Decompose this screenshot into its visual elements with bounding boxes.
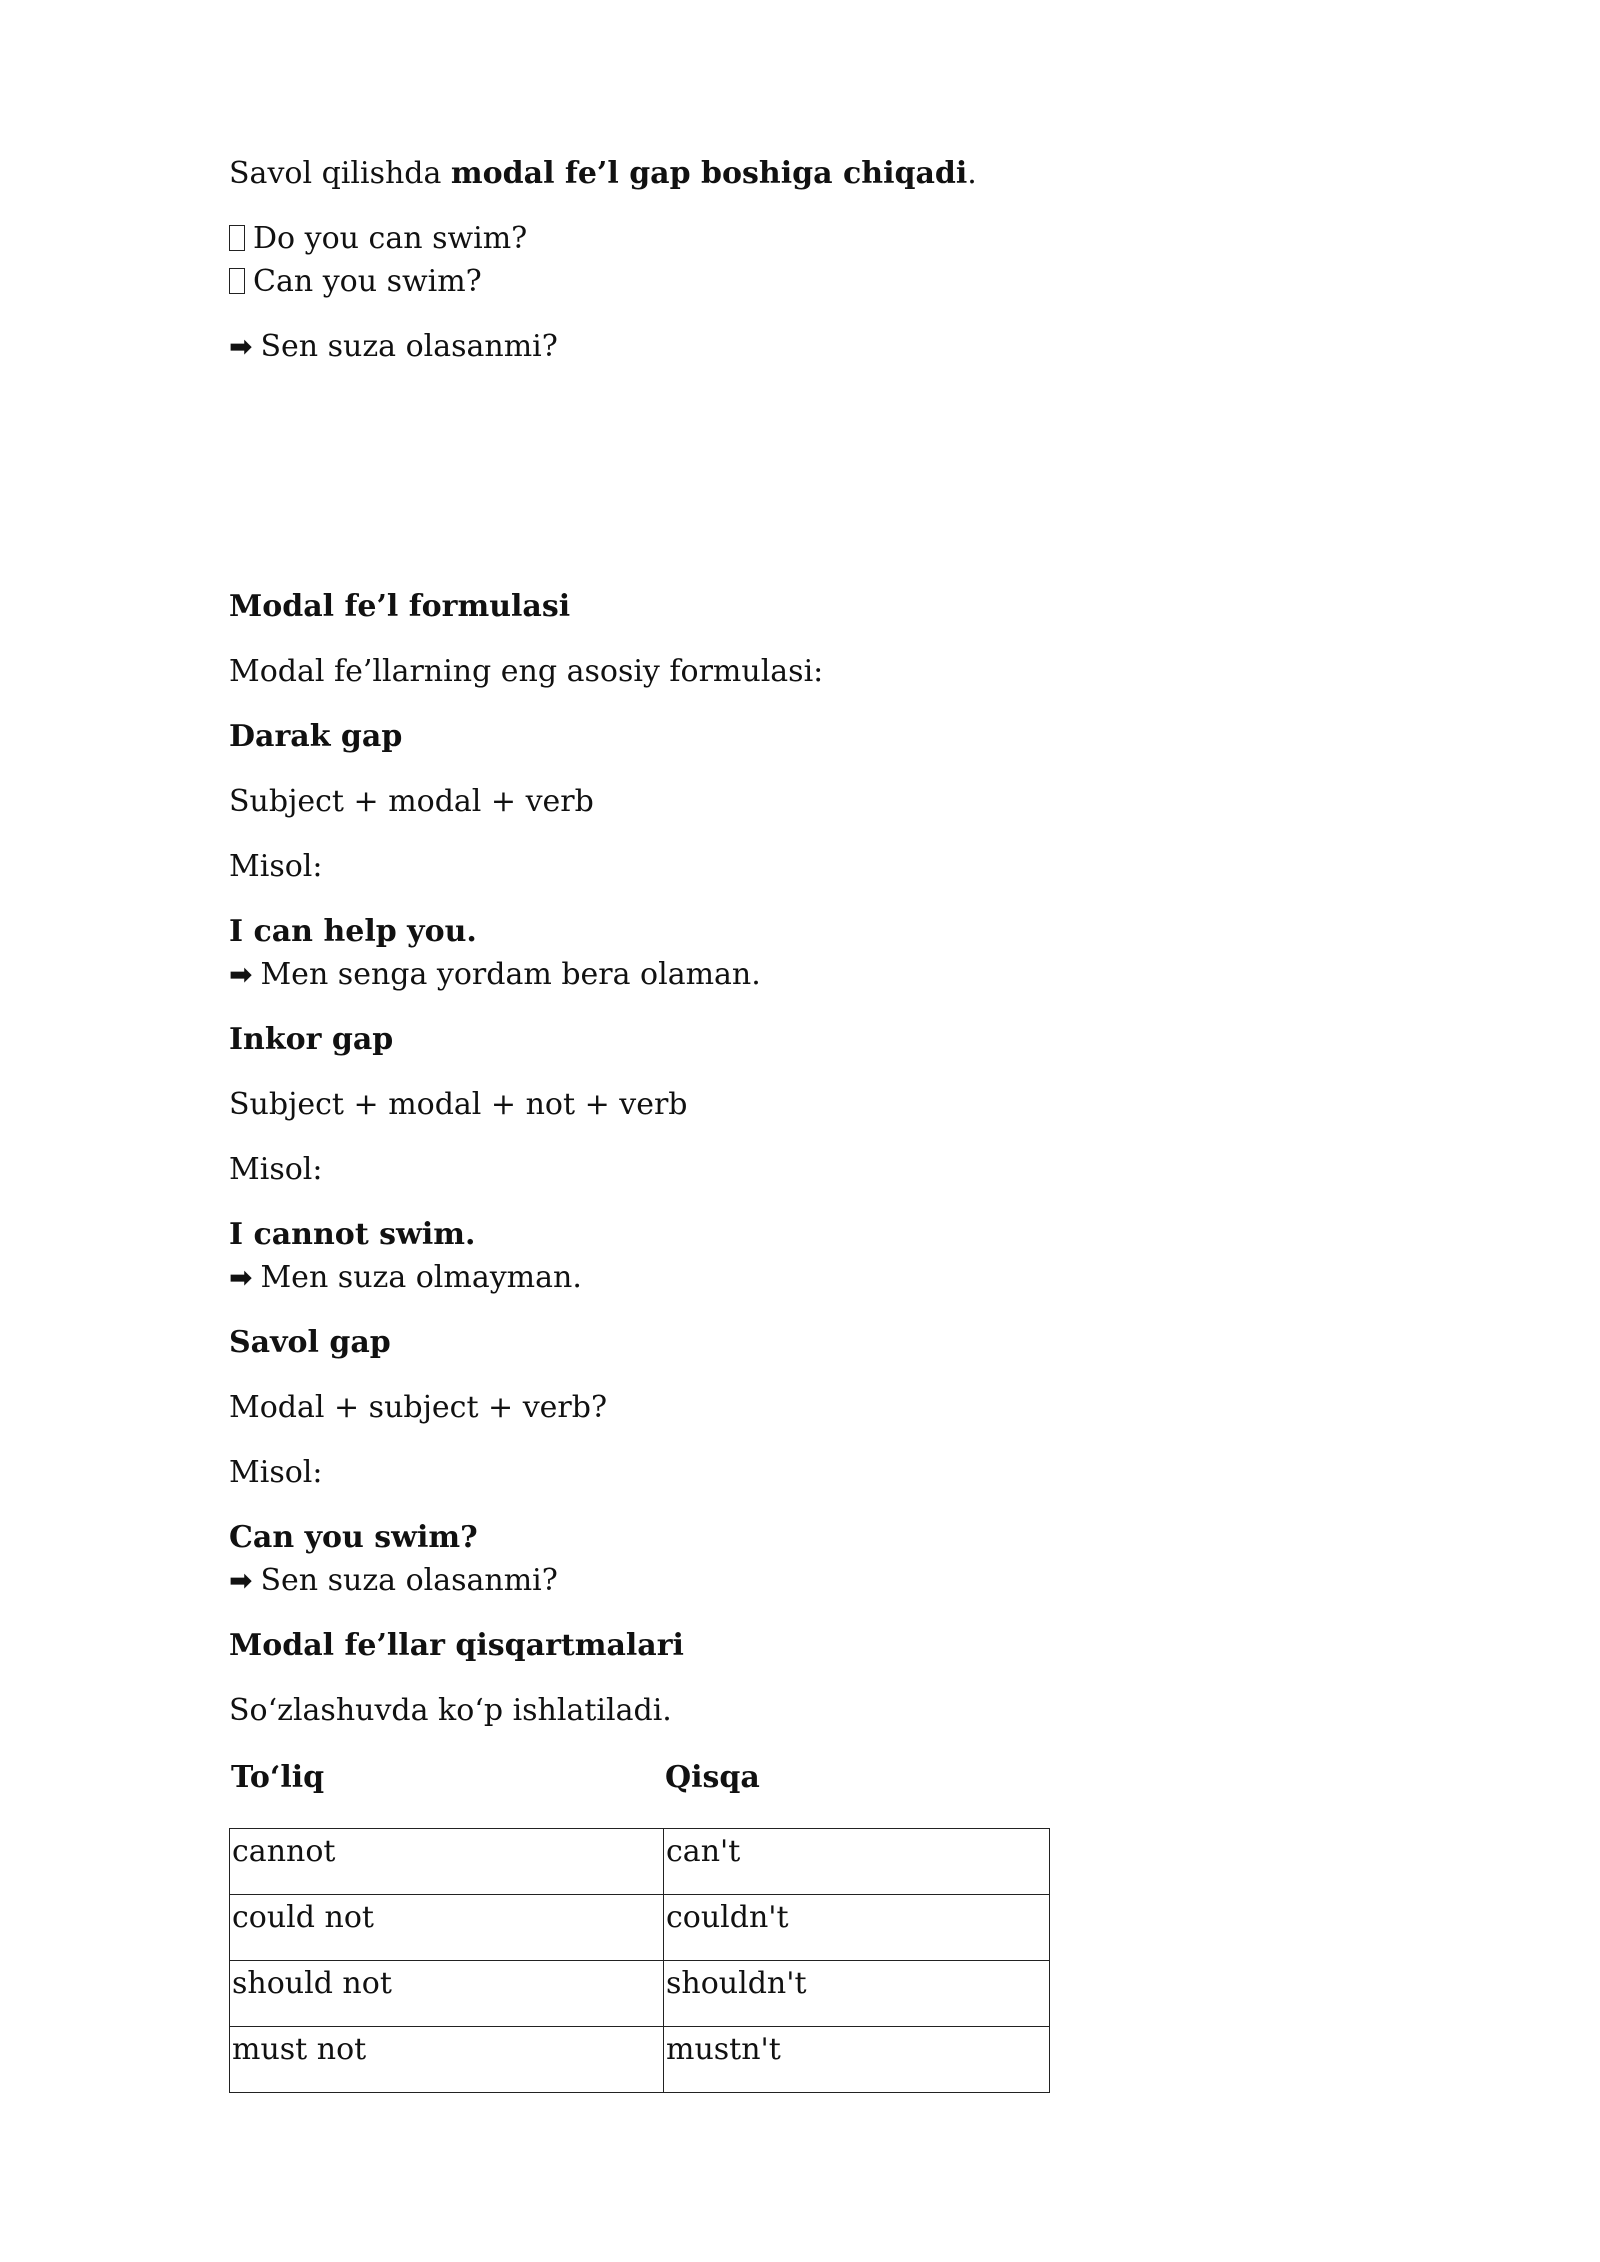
right-arrow-icon: ➡ <box>229 1564 253 1597</box>
missing-glyph-icon <box>229 225 245 251</box>
misol-label: Misol: <box>229 1455 323 1490</box>
block-heading-savol: Savol gap <box>229 1325 391 1360</box>
contractions-title: Modal fe’llar qisqartmalari <box>229 1628 684 1663</box>
table-header-short: Qisqa <box>665 1760 760 1795</box>
right-example-line <box>229 262 482 302</box>
table-row <box>230 1829 1050 1895</box>
block-example-darak: I can help you. <box>229 914 477 949</box>
intro-translation-line <box>229 327 558 367</box>
table-cell-short: couldn't <box>664 1895 1050 1961</box>
wrong-example-line <box>229 219 527 259</box>
block-example-savol: Can you swim? <box>229 1520 478 1555</box>
table-cell-full: must not <box>230 2027 664 2093</box>
contractions-intro: So‘zlashuvda ko‘p ishlatiladi. <box>229 1693 672 1728</box>
right-example: Can you swim? <box>253 264 482 299</box>
intro-text-after: . <box>967 156 977 191</box>
block-translation-line-darak <box>229 955 761 995</box>
block-translation-line-savol <box>229 1561 558 1601</box>
block-translation-line-inkor <box>229 1258 582 1298</box>
right-arrow-icon: ➡ <box>229 330 253 363</box>
table-row <box>230 1961 1050 2027</box>
right-arrow-icon: ➡ <box>229 1261 253 1294</box>
formula-section-intro: Modal fe’llarning eng asosiy formulasi: <box>229 654 824 689</box>
block-translation-inkor: Men suza olmayman. <box>260 1260 582 1295</box>
misol-label: Misol: <box>229 1152 323 1187</box>
table-cell-full: could not <box>230 1895 664 1961</box>
table-header-full: To‘liq <box>231 1760 325 1795</box>
block-example-inkor: I cannot swim. <box>229 1217 476 1252</box>
block-formula-darak: Subject + modal + verb <box>229 784 594 819</box>
intro-text-bold: modal fe’l gap boshiga chiqadi <box>450 156 968 191</box>
intro-paragraph <box>229 154 977 194</box>
block-translation-savol: Sen suza olasanmi? <box>260 1563 558 1598</box>
contractions-table <box>229 1828 1050 2093</box>
block-translation-darak: Men senga yordam bera olaman. <box>260 957 761 992</box>
block-formula-inkor: Subject + modal + not + verb <box>229 1087 688 1122</box>
table-row <box>230 2027 1050 2093</box>
table-cell-short: shouldn't <box>664 1961 1050 2027</box>
wrong-example: Do you can swim? <box>253 221 528 256</box>
table-row <box>230 1895 1050 1961</box>
right-arrow-icon: ➡ <box>229 958 253 991</box>
formula-section-title: Modal fe’l formulasi <box>229 589 571 624</box>
table-cell-full: cannot <box>230 1829 664 1895</box>
intro-translation: Sen suza olasanmi? <box>260 329 558 364</box>
intro-text-before: Savol qilishda <box>229 156 451 191</box>
block-formula-savol: Modal + subject + verb? <box>229 1390 608 1425</box>
table-cell-short: mustn't <box>664 2027 1050 2093</box>
table-cell-short: can't <box>664 1829 1050 1895</box>
block-heading-darak: Darak gap <box>229 719 403 754</box>
missing-glyph-icon <box>229 268 245 294</box>
block-heading-inkor: Inkor gap <box>229 1022 394 1057</box>
misol-label: Misol: <box>229 849 323 884</box>
table-cell-full: should not <box>230 1961 664 2027</box>
